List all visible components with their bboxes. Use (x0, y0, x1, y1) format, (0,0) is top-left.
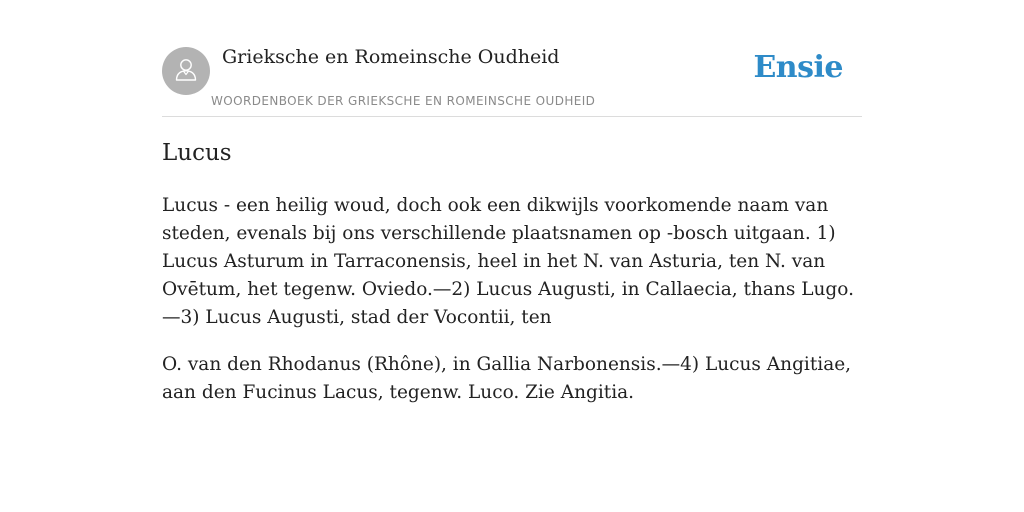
entry-title: Lucus (162, 140, 232, 166)
ensie-logo[interactable]: Ensie (753, 50, 843, 85)
entry-body (162, 192, 862, 426)
page-container (162, 0, 862, 403)
user-icon (172, 55, 200, 87)
source-subtitle: WOORDENBOEK DER GRIEKSCHE EN ROMEINSCHE OUDHEID (211, 94, 596, 108)
source-header (162, 0, 862, 117)
source-avatar[interactable] (162, 47, 210, 95)
entry-paragraph: O. van den Rhodanus (Rhône), in Gallia Narbonensis.—4) Lucus Angitiae, aan den Fucinus Lacus, tegenw. Luco. Zie Angitia. (162, 354, 852, 403)
source-title[interactable]: Grieksche en Romeinsche Oudheid (222, 46, 560, 68)
entry-paragraph: Lucus - een heilig woud, doch ook een dikwijls voorkomende naam van steden, evenals bij ons verschillende plaatsnamen op -bosch uitgaan. 1) Lucus Asturum in Tarraconensis, heel in het N. van Asturia, ten N. van Ovētum, het tegenw. Oviedo.—2) Lucus Augusti, in Callaecia, thans Lugo.—3) Lucus Augusti, stad der Vocontii, ten (162, 195, 854, 328)
